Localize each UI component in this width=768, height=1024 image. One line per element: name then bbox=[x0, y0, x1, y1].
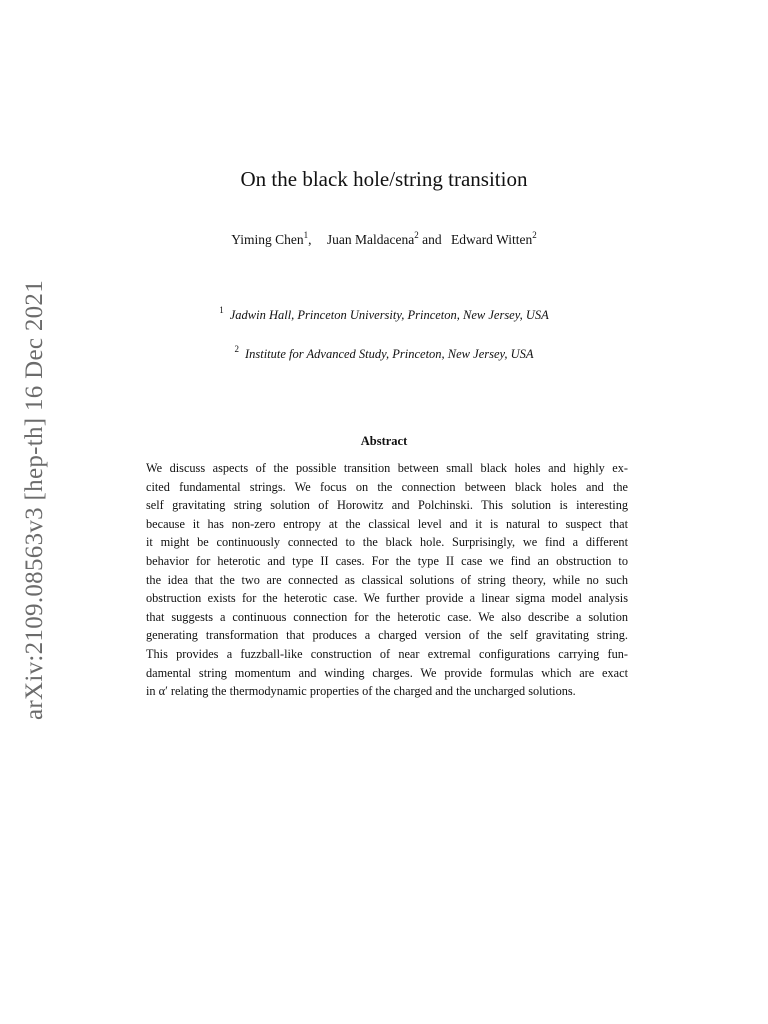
author-conjunction: and bbox=[422, 232, 442, 247]
abstract-line: self gravitating string solution of Horowitz and Polchinski. This solution is interesting bbox=[146, 498, 628, 513]
abstract-line: We discuss aspects of the possible transition between small black holes and highly ex- bbox=[146, 461, 628, 475]
affiliation bbox=[0, 344, 768, 362]
author-separator: , bbox=[308, 232, 312, 247]
affiliation bbox=[0, 305, 768, 323]
abstract-line: that suggests a continuous connection for the heterotic case. We also describe a solution bbox=[146, 609, 628, 624]
abstract-line: behavior for heterotic and type II cases. For the type II case we find an obstruction to bbox=[146, 553, 628, 568]
author-affiliation-marker: 2 bbox=[532, 230, 537, 240]
abstract-body bbox=[146, 459, 628, 701]
affiliation-marker: 1 bbox=[219, 305, 224, 315]
author-affiliation-marker: 1 bbox=[303, 230, 309, 240]
abstract-line: This provides a fuzzball-like construction of near extremal configurations carrying fun- bbox=[146, 646, 628, 661]
abstract-line: cited fundamental strings. We focus on the connection between black holes and the bbox=[146, 479, 628, 494]
abstract-line: it might be continuously connected to the black hole. Surprisingly, we find a different bbox=[146, 535, 628, 550]
abstract-line: generating transformation that produces a charged version of the self gravitating string. bbox=[146, 628, 628, 643]
abstract-line: because it has non-zero entropy at the classical level and it is natural to suspect that bbox=[146, 516, 628, 531]
author-affiliation-marker: 2 bbox=[414, 230, 419, 240]
affiliation-text: Jadwin Hall, Princeton University, Princeton, New Jersey, USA bbox=[229, 308, 549, 322]
author-name: Edward Witten bbox=[450, 232, 533, 247]
affiliation-text: Institute for Advanced Study, Princeton, New Jersey, USA bbox=[244, 347, 534, 361]
author-name: Juan Maldacena bbox=[326, 232, 415, 247]
author-name: Yiming Chen bbox=[231, 232, 304, 247]
abstract-line: the idea that the two are connected as classical solutions of string theory, while no such bbox=[146, 572, 628, 587]
paper-title: On the black hole/string transition bbox=[240, 167, 528, 191]
affiliation-marker: 2 bbox=[234, 344, 239, 354]
abstract-heading: Abstract bbox=[360, 434, 408, 448]
abstract-line: damental string momentum and winding charges. We provide formulas which are exact bbox=[146, 665, 628, 680]
arxiv-stamp: arXiv:2109.08563v3 [hep-th] 16 Dec 2021 bbox=[21, 279, 48, 721]
author-list bbox=[0, 232, 768, 248]
abstract-line: obstruction exists for the heterotic case. We further provide a linear sigma model analysis bbox=[146, 591, 628, 606]
abstract-line: in α′ relating the thermodynamic properties of the charged and the uncharged solutions. bbox=[146, 684, 576, 699]
